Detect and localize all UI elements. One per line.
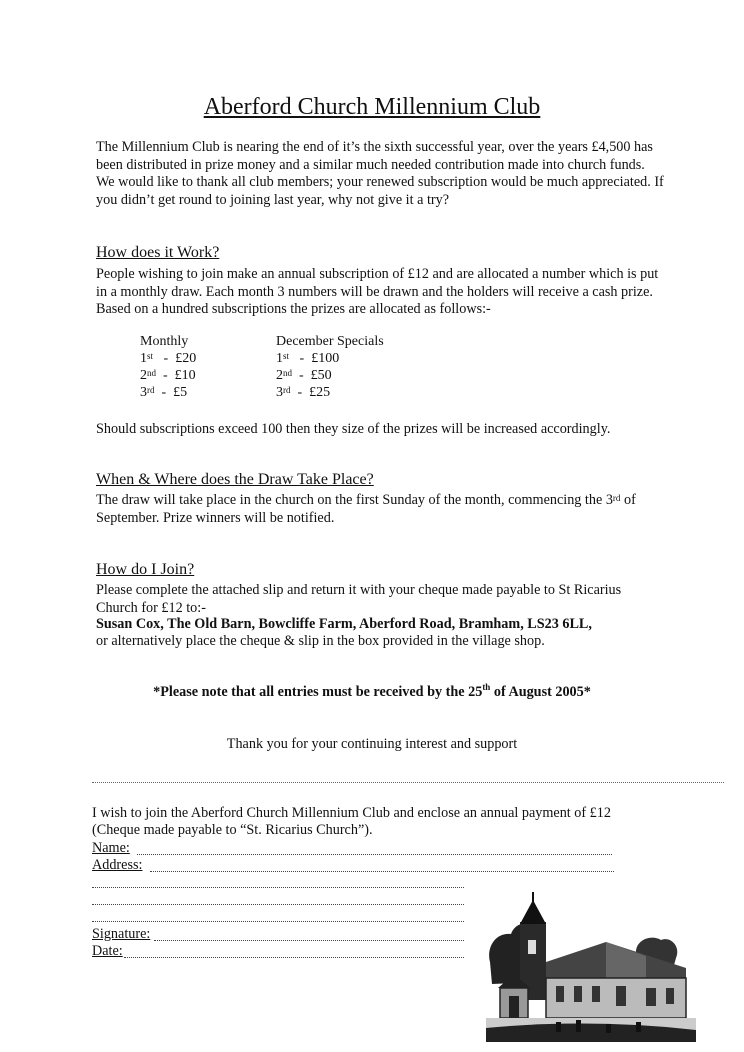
join-alternative: or alternatively place the cheque & slip in the box provided in the village shop. bbox=[96, 633, 545, 649]
address-label: Address: bbox=[92, 857, 143, 873]
signature-field[interactable] bbox=[92, 925, 472, 943]
address-line[interactable] bbox=[92, 886, 464, 888]
signature-line[interactable] bbox=[154, 939, 464, 941]
church-illustration bbox=[486, 892, 696, 1042]
monthly-row: 2nd - £10 bbox=[140, 368, 196, 383]
december-row: 3rd - £25 bbox=[276, 385, 331, 400]
address-field[interactable] bbox=[92, 856, 622, 874]
monthly-prizes bbox=[140, 333, 196, 401]
date-line[interactable] bbox=[124, 956, 464, 958]
monthly-row: 1st - £20 bbox=[140, 351, 197, 366]
name-field[interactable] bbox=[92, 839, 622, 857]
how-paragraph: People wishing to join make an annual subscription of £12 and are allocated a number which is put in a monthly draw. Each month 3 numbers will be drawn and the holders will receive a cash prize. Based on a hundred subscriptions the prizes are allocated as follows:- bbox=[96, 266, 659, 317]
date-label: Date: bbox=[92, 943, 123, 959]
monthly-heading: Monthly bbox=[140, 334, 189, 349]
when-heading: When & Where does the Draw Take Place? bbox=[96, 471, 374, 488]
signature-label: Signature: bbox=[92, 926, 151, 942]
date-field[interactable] bbox=[92, 942, 472, 960]
deadline-note: *Please note that all entries must be received by the 25th of August 2005* bbox=[153, 682, 591, 700]
thanks-line: Thank you for your continuing interest and support bbox=[226, 736, 518, 752]
december-prizes bbox=[276, 333, 384, 401]
join-heading: How do I Join? bbox=[96, 561, 195, 578]
december-row: 2nd - £50 bbox=[276, 368, 332, 383]
cut-line bbox=[92, 782, 724, 783]
address-line[interactable] bbox=[92, 920, 464, 922]
address-line[interactable] bbox=[150, 870, 614, 872]
slip-cheque-note: (Cheque made payable to “St. Ricarius Church”). bbox=[92, 822, 373, 838]
how-heading: How does it Work? bbox=[96, 244, 220, 261]
name-line[interactable] bbox=[137, 853, 612, 855]
join-address: Susan Cox, The Old Barn, Bowcliffe Farm, Aberford Road, Bramham, LS23 6LL, bbox=[96, 616, 592, 632]
december-row: 1st - £100 bbox=[276, 351, 340, 366]
intro-paragraph: The Millennium Club is nearing the end of it’s the sixth successful year, over the years £4,500 has been distributed in prize money and a similar much needed contribution made into church funds. We would like to thank all club members; your renewed subscription would be much appreciated. If you didn’t get round to joining last year, why not give it a try? bbox=[96, 139, 664, 208]
exceed-note: Should subscriptions exceed 100 then they size of the prizes will be increased accordingly. bbox=[96, 421, 611, 437]
page-title: Aberford Church Millennium Club bbox=[203, 94, 541, 120]
name-label: Name: bbox=[92, 840, 130, 856]
slip-statement: I wish to join the Aberford Church Millennium Club and enclose an annual payment of £12 bbox=[92, 805, 611, 821]
address-line[interactable] bbox=[92, 903, 464, 905]
december-heading: December Specials bbox=[276, 334, 384, 349]
when-paragraph: The draw will take place in the church on the first Sunday of the month, commencing the 3rd of September. Prize winners will be notified. bbox=[96, 492, 636, 526]
monthly-row: 3rd - £5 bbox=[140, 385, 188, 400]
join-paragraph: Please complete the attached slip and return it with your cheque made payable to St Ricarius Church for £12 to:- bbox=[96, 582, 622, 616]
